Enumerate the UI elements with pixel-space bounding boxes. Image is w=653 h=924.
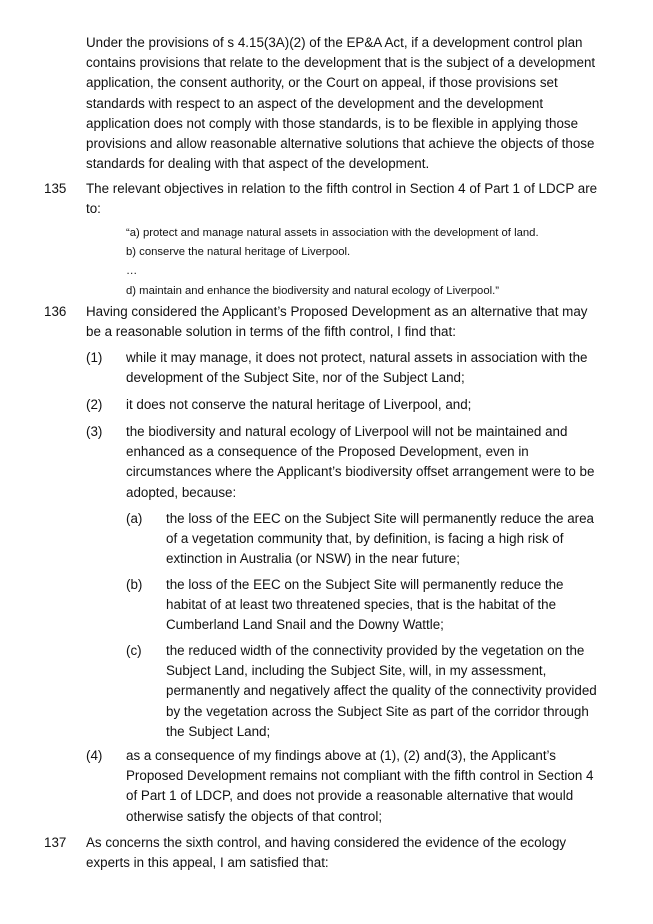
text-line: of Part 1 of LDCP, and does not provide a reasonable alternative that would	[126, 788, 574, 804]
list-item	[126, 746, 596, 827]
text-line: Proposed Development remains not compliant with the fifth control in Section 4	[126, 768, 594, 784]
quote-line: b) conserve the natural heritage of Liverpool.	[126, 246, 351, 258]
subitem-label: (c)	[126, 643, 142, 658]
text-line: the loss of the EEC on the Subject Site will permanently reduce the area	[166, 511, 594, 526]
intro-paragraph	[86, 33, 612, 174]
text-line: the Subject Land;	[166, 723, 271, 739]
text-line: enhanced as a consequence of the Proposed Development, even in	[126, 444, 529, 460]
text-line: be a reasonable solution in terms of the fifth control, I find that:	[86, 324, 456, 340]
item-label: (1)	[86, 350, 103, 365]
paragraph-136	[86, 302, 606, 342]
subitem-label: (a)	[126, 511, 143, 526]
quote-line: “a) protect and manage natural assets in association with the development of land.	[126, 227, 539, 239]
list-item	[126, 348, 596, 388]
text-line: circumstances where the Applicant’s biodiversity offset arrangement were to be	[126, 464, 595, 480]
quote-line: d) maintain and enhance the biodiversity and natural ecology of Liverpool.”	[126, 285, 500, 297]
list-item	[126, 395, 596, 415]
list-subitem	[166, 575, 594, 636]
subitem-label: (b)	[126, 577, 143, 592]
text-line: habitat of at least two threatened species, that is the habitat of the	[166, 597, 557, 613]
text-line: Cumberland Land Snail and the Downy Wattle;	[166, 617, 444, 633]
item-label: (2)	[86, 397, 103, 412]
text-line: application does not comply with those standards, is to be flexible in applying those	[86, 115, 579, 131]
paragraph-135	[86, 179, 606, 219]
text-line: Under the provisions of s 4.15(3A)(2) of the EP&A Act, if a development control plan	[86, 35, 583, 50]
text-line: adopted, because:	[126, 484, 237, 500]
text-line: it does not conserve the natural heritage of Liverpool, and;	[126, 397, 472, 412]
text-line: experts in this appeal, I am satisfied that:	[86, 855, 329, 871]
text-line: the biodiversity and natural ecology of Liverpool will not be maintained and	[126, 424, 568, 439]
text-line: while it may manage, it does not protect, natural assets in association with the	[126, 350, 588, 365]
paragraph-number-136: 136	[44, 304, 67, 319]
text-line: Subject Land, including the Subject Site, will, in my assessment,	[166, 663, 547, 679]
text-line: otherwise satisfy the objects of that control;	[126, 808, 383, 824]
quote-ellipsis: …	[126, 265, 138, 277]
text-line: extinction in Australia (or NSW) in the near future;	[166, 551, 460, 567]
text-line: of a vegetation community that, by definition, is facing a high risk of	[166, 531, 564, 547]
text-line: to:	[86, 201, 101, 217]
text-line: by the vegetation across the Subject Site as part of the corridor through	[166, 703, 589, 719]
text-line: As concerns the sixth control, and having considered the evidence of the ecology	[86, 835, 567, 850]
text-line: development of the Subject Site, nor of the Subject Land;	[126, 370, 465, 386]
text-line: the reduced width of the connectivity provided by the vegetation on the	[166, 643, 585, 658]
text-line: the loss of the EEC on the Subject Site will permanently reduce the	[166, 577, 564, 592]
text-line: The relevant objectives in relation to the fifth control in Section 4 of Part 1 of LDCP are	[86, 181, 598, 196]
text-line: as a consequence of my findings above at (1), (2) and(3), the Applicant’s	[126, 748, 556, 763]
text-line: application, the consent authority, or the Court on appeal, if those provisions set	[86, 75, 558, 91]
list-item	[126, 422, 596, 503]
paragraph-number-137: 137	[44, 835, 67, 850]
list-subitem	[166, 509, 594, 570]
list-subitem	[166, 641, 597, 742]
paragraph-137	[86, 833, 606, 873]
text-line: permanently and negatively affect the quality of the connectivity provided	[166, 683, 597, 699]
text-line: standards for dealing with that aspect of the development.	[86, 156, 430, 172]
text-line: contains provisions that relate to the development that is the subject of a development	[86, 55, 596, 71]
text-line: Having considered the Applicant’s Proposed Development as an alternative that may	[86, 304, 588, 319]
item-label: (4)	[86, 748, 103, 763]
text-line: provisions and allow reasonable alternative solutions that achieve the objects of those	[86, 136, 595, 152]
item-label: (3)	[86, 424, 103, 439]
paragraph-number-135: 135	[44, 181, 67, 196]
text-line: standards with respect to an aspect of the development and the development	[86, 95, 544, 111]
